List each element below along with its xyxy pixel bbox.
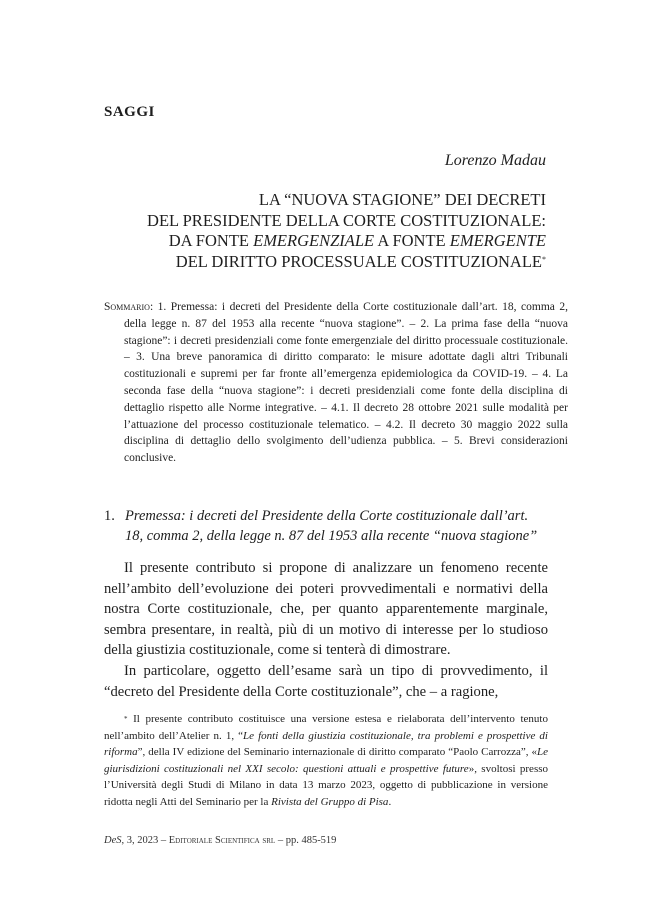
summary-text: 1. Premessa: i decreti del Presidente della Corte costituzionale dall’art. 18, comma 2, della legge n. 87 del 1953 alla recente “nuova stagione”. – 2. La prima fase della “nuova stagione”: i decreti presidenziali come fonte emergenziale del diritto processuale costituzionale. – 3. Una breve panoramica di diritto comparato: le misure adottate dagli altri Tribunali costituzionali e supremi per far fronte all’emergenza epidemiologica da COVID-19. – 4. La seconda fase della “nuova stagione”: i decreti presidenziali come fonte della disciplina di dettaglio rispetto alle Norme integrative. – 4.1. Il decreto 28 ottobre 2021 sulle modalità per l’attuazione del processo costituzionale telematico. – 4.2. Il decreto 30 maggio 2022 sulla disciplina di dettaglio dello svolgimento dell’udienza pubblica. – 5. Brevi considerazioni conclusive. xyxy=(124,301,568,465)
author-name: Lorenzo Madau xyxy=(444,152,546,169)
title-line-4 xyxy=(86,252,546,273)
footnote-text-4: . xyxy=(388,795,392,808)
footnote-mark: * xyxy=(124,715,128,723)
footer-pages: – pp. 485-519 xyxy=(275,835,337,846)
section-number: 1. xyxy=(104,508,115,524)
footnote-italic-3: Rivista del Gruppo di Pisa xyxy=(271,795,389,808)
footnote-text-3: », svoltosi presso l’Università degli Studi di Milano in data 13 marzo 2023, oggetto di pubblicazione in versione ridotta negli Atti del Seminario per la xyxy=(104,762,549,808)
section-heading-text: Premessa: i decreti del Presidente della Corte costituzionale dall’art. 18, comma 2, della legge n. 87 del 1953 alla recente “nuova stagione” xyxy=(125,508,538,544)
summary-lead: Sommario: xyxy=(104,301,154,313)
summary xyxy=(104,299,568,467)
footnote-text-2: ”, della IV edizione del Seminario internazionale di diritto comparato “Paolo Carrozza”, « xyxy=(137,746,537,758)
title-line-3 xyxy=(86,231,546,252)
section-heading xyxy=(104,506,548,546)
body-paragraph-1: Il presente contributo si propone di analizzare un fenomeno recente nell’ambito dell’evoluzione dei poteri provvedimentali e normativi della nostra Corte costituzionale, che, per quanto apparentemente marginale, sembra presentare, in realtà, più di un motivo di interesse per lo studioso della giustizia costituzionale, come si tenterà di dimostrare. xyxy=(104,560,548,659)
title-footnote-mark: * xyxy=(542,254,546,264)
footnote-italic-2: Le giurisdizioni costituzionali nel XXI secolo: questioni attuali e prospettive future xyxy=(104,746,548,775)
article-title xyxy=(86,190,546,272)
title-line-2: DEL PRESIDENTE DELLA CORTE COSTITUZIONALE: xyxy=(147,210,546,230)
footer-issue: , 3, 2023 – xyxy=(121,835,169,846)
body-text xyxy=(104,558,548,702)
footer-journal: DeS xyxy=(104,835,122,846)
title-line-3-emergenziale: EMERGENZIALE xyxy=(253,231,375,250)
footer-publisher: Editoriale Scientifica srl xyxy=(168,835,276,846)
title-line-3-part-c: A FONTE xyxy=(374,231,450,250)
page-footer xyxy=(104,835,336,846)
section-label: SAGGI xyxy=(104,104,155,120)
footnote-text-1: Il presente contributo costituisce una versione estesa e rielaborata dell’intervento tenuto nell’ambito dell’Atelier n. 1, “ xyxy=(104,713,548,742)
title-line-3-part-a: DA FONTE xyxy=(168,231,254,250)
title-line-3-emergente: EMERGENTE xyxy=(449,231,546,250)
footnote xyxy=(104,711,548,810)
title-line-1: LA “NUOVA STAGIONE” DEI DECRETI xyxy=(258,190,546,209)
title-line-4-text: DEL DIRITTO PROCESSUALE COSTITUZIONALE xyxy=(175,251,542,271)
footnote-italic-1: Le fonti della giustizia costituzionale, tra problemi e prospettive di riforma xyxy=(104,729,548,758)
body-paragraph-2: In particolare, oggetto dell’esame sarà un tipo di provvedimento, il “decreto del Presidente della Corte costituzionale”, che – a ragione, xyxy=(104,662,548,700)
